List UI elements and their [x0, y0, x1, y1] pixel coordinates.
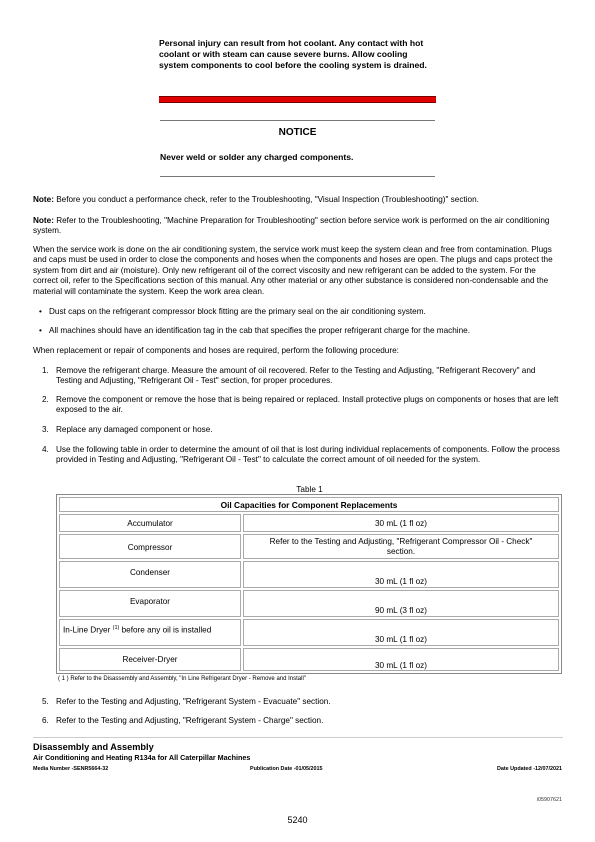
bullet-item: [39, 326, 559, 336]
notice-bottom-rule: [160, 176, 435, 177]
procedure-step: [42, 366, 562, 387]
page-number: 5240: [287, 815, 308, 825]
step-text: Refer to the Testing and Adjusting, "Refrigerant System - Evacuate" section.: [56, 697, 331, 706]
table-cell-component: [59, 619, 241, 646]
note-label: Note:: [33, 195, 54, 204]
footer-rule: [33, 737, 563, 738]
table-caption: Table 1: [296, 485, 323, 494]
component-name: In-Line Dryer: [63, 625, 111, 635]
procedure-step: [42, 445, 562, 466]
note-text: Refer to the Troubleshooting, "Machine Preparation for Troubleshooting" section before service work is performed on the air conditioning system.: [33, 216, 550, 236]
bullet-text: Dust caps on the refrigerant compressor block fitting are the primary seal on the air conditioning system.: [49, 307, 426, 316]
table-cell-capacity: 30 mL (1 fl oz): [243, 648, 559, 671]
notice-text: Never weld or solder any charged components.: [160, 152, 354, 162]
table-cell-capacity: Refer to the Testing and Adjusting, "Refrigerant Compressor Oil - Check" section.: [243, 534, 559, 559]
footnote-text: Refer to the Disassembly and Assembly, "In Line Refrigerant Dryer - Remove and Install": [68, 676, 306, 682]
footer-media-number: Media Number -SENR5664-32: [33, 766, 109, 772]
notice-top-rule: [160, 120, 435, 121]
step-number: 1.: [42, 366, 49, 375]
step-text: Refer to the Testing and Adjusting, "Refrigerant System - Charge" section.: [56, 716, 324, 725]
step-text: Remove the component or remove the hose that is being repaired or replaced. Install protective plugs on components or hoses that are left exposed to the air.: [56, 395, 559, 415]
table-cell-component: Compressor: [59, 534, 241, 559]
table-footnote: [58, 676, 306, 682]
step-text: Remove the refrigerant charge. Measure the amount of oil recovered. Refer to the Testing and Adjusting, "Refrigerant Recovery" and Testing and Adjusting, "Refrigerant Oil - Test" section, for proper procedures.: [56, 366, 536, 386]
note-performance-check: [33, 195, 563, 205]
table-cell-component: Condenser: [59, 561, 241, 588]
table-cell-capacity: 30 mL (1 fl oz): [243, 619, 559, 646]
table-cell-capacity: 30 mL (1 fl oz): [243, 514, 559, 532]
bullet-text: All machines should have an identification tag in the cab that specifies the proper refrigerant charge for the machine.: [49, 326, 470, 335]
note-label: Note:: [33, 216, 54, 225]
procedure-step: [42, 425, 562, 435]
procedure-step: [42, 395, 562, 416]
footer-manual-title: Air Conditioning and Heating R134a for All Caterpillar Machines: [33, 753, 251, 762]
procedure-intro: When replacement or repair of components and hoses are required, perform the following procedure:: [33, 346, 399, 355]
step-number: 3.: [42, 425, 49, 434]
table-cell-component: Receiver-Dryer: [59, 648, 241, 671]
note-machine-preparation: [33, 216, 563, 237]
step-number: 5.: [42, 697, 49, 706]
table-cell-capacity: 90 mL (3 fl oz): [243, 590, 559, 617]
note-text: Before you conduct a performance check, refer to the Troubleshooting, "Visual Inspection (Troubleshooting)" section.: [53, 195, 479, 204]
warning-text: Personal injury can result from hot coolant. Any contact with hot coolant or with steam can cause severe burns. Allow cooling system components to cool before the cooling system is drained.: [159, 38, 427, 70]
step-number: 4.: [42, 445, 49, 454]
footer-date-updated: Date Updated -12/07/2021: [496, 766, 562, 772]
warning-red-bar: [159, 96, 436, 103]
step-number: 2.: [42, 395, 49, 404]
step-text: Use the following table in order to determine the amount of oil that is lost during individual replacements of components. Follow the process provided in Testing and Adjusting, "Refrigerant Oil - Test" to calculate the correct amount of oil needed for the system.: [56, 445, 560, 465]
table-cell-component: Evaporator: [59, 590, 241, 617]
footnote-ref: (1): [112, 625, 120, 631]
notice-title: NOTICE: [278, 127, 317, 138]
table-cell-capacity: 30 mL (1 fl oz): [243, 561, 559, 588]
bullet-dot: •: [39, 307, 42, 316]
bullet-dot: •: [39, 326, 42, 335]
step-number: 6.: [42, 716, 49, 725]
document-id: i05907621: [536, 797, 562, 803]
footnote-marker: ( 1 ): [58, 676, 69, 682]
table-header: Oil Capacities for Component Replacements: [59, 497, 559, 512]
footer-publication-date: Publication Date -01/05/2015: [250, 766, 323, 772]
contamination-paragraph: When the service work is done on the air conditioning system, the service work must keep the system clean and free from contamination. Plugs and caps must be used in order to close the components and hoses when the components and hoses are open. The plugs and caps protect the system from dirt and air (moisture). Only new refrigerant oil of the correct viscosity and new refrigerant can be added to the system. For the correct oil, refer to the Specifications section of this manual. Any other material or any other substance is considered non-condensable and the material will contaminate the system. Keep the work area clean.: [33, 245, 553, 296]
component-qualifier: before any oil is installed: [119, 625, 212, 635]
step-text: Replace any damaged component or hose.: [56, 425, 213, 434]
bullet-item: [39, 307, 559, 317]
procedure-step: [42, 716, 562, 726]
oil-capacity-table: [56, 494, 562, 674]
table-cell-component: Accumulator: [59, 514, 241, 532]
procedure-step: [42, 697, 562, 707]
footer-section-title: Disassembly and Assembly: [33, 742, 154, 752]
